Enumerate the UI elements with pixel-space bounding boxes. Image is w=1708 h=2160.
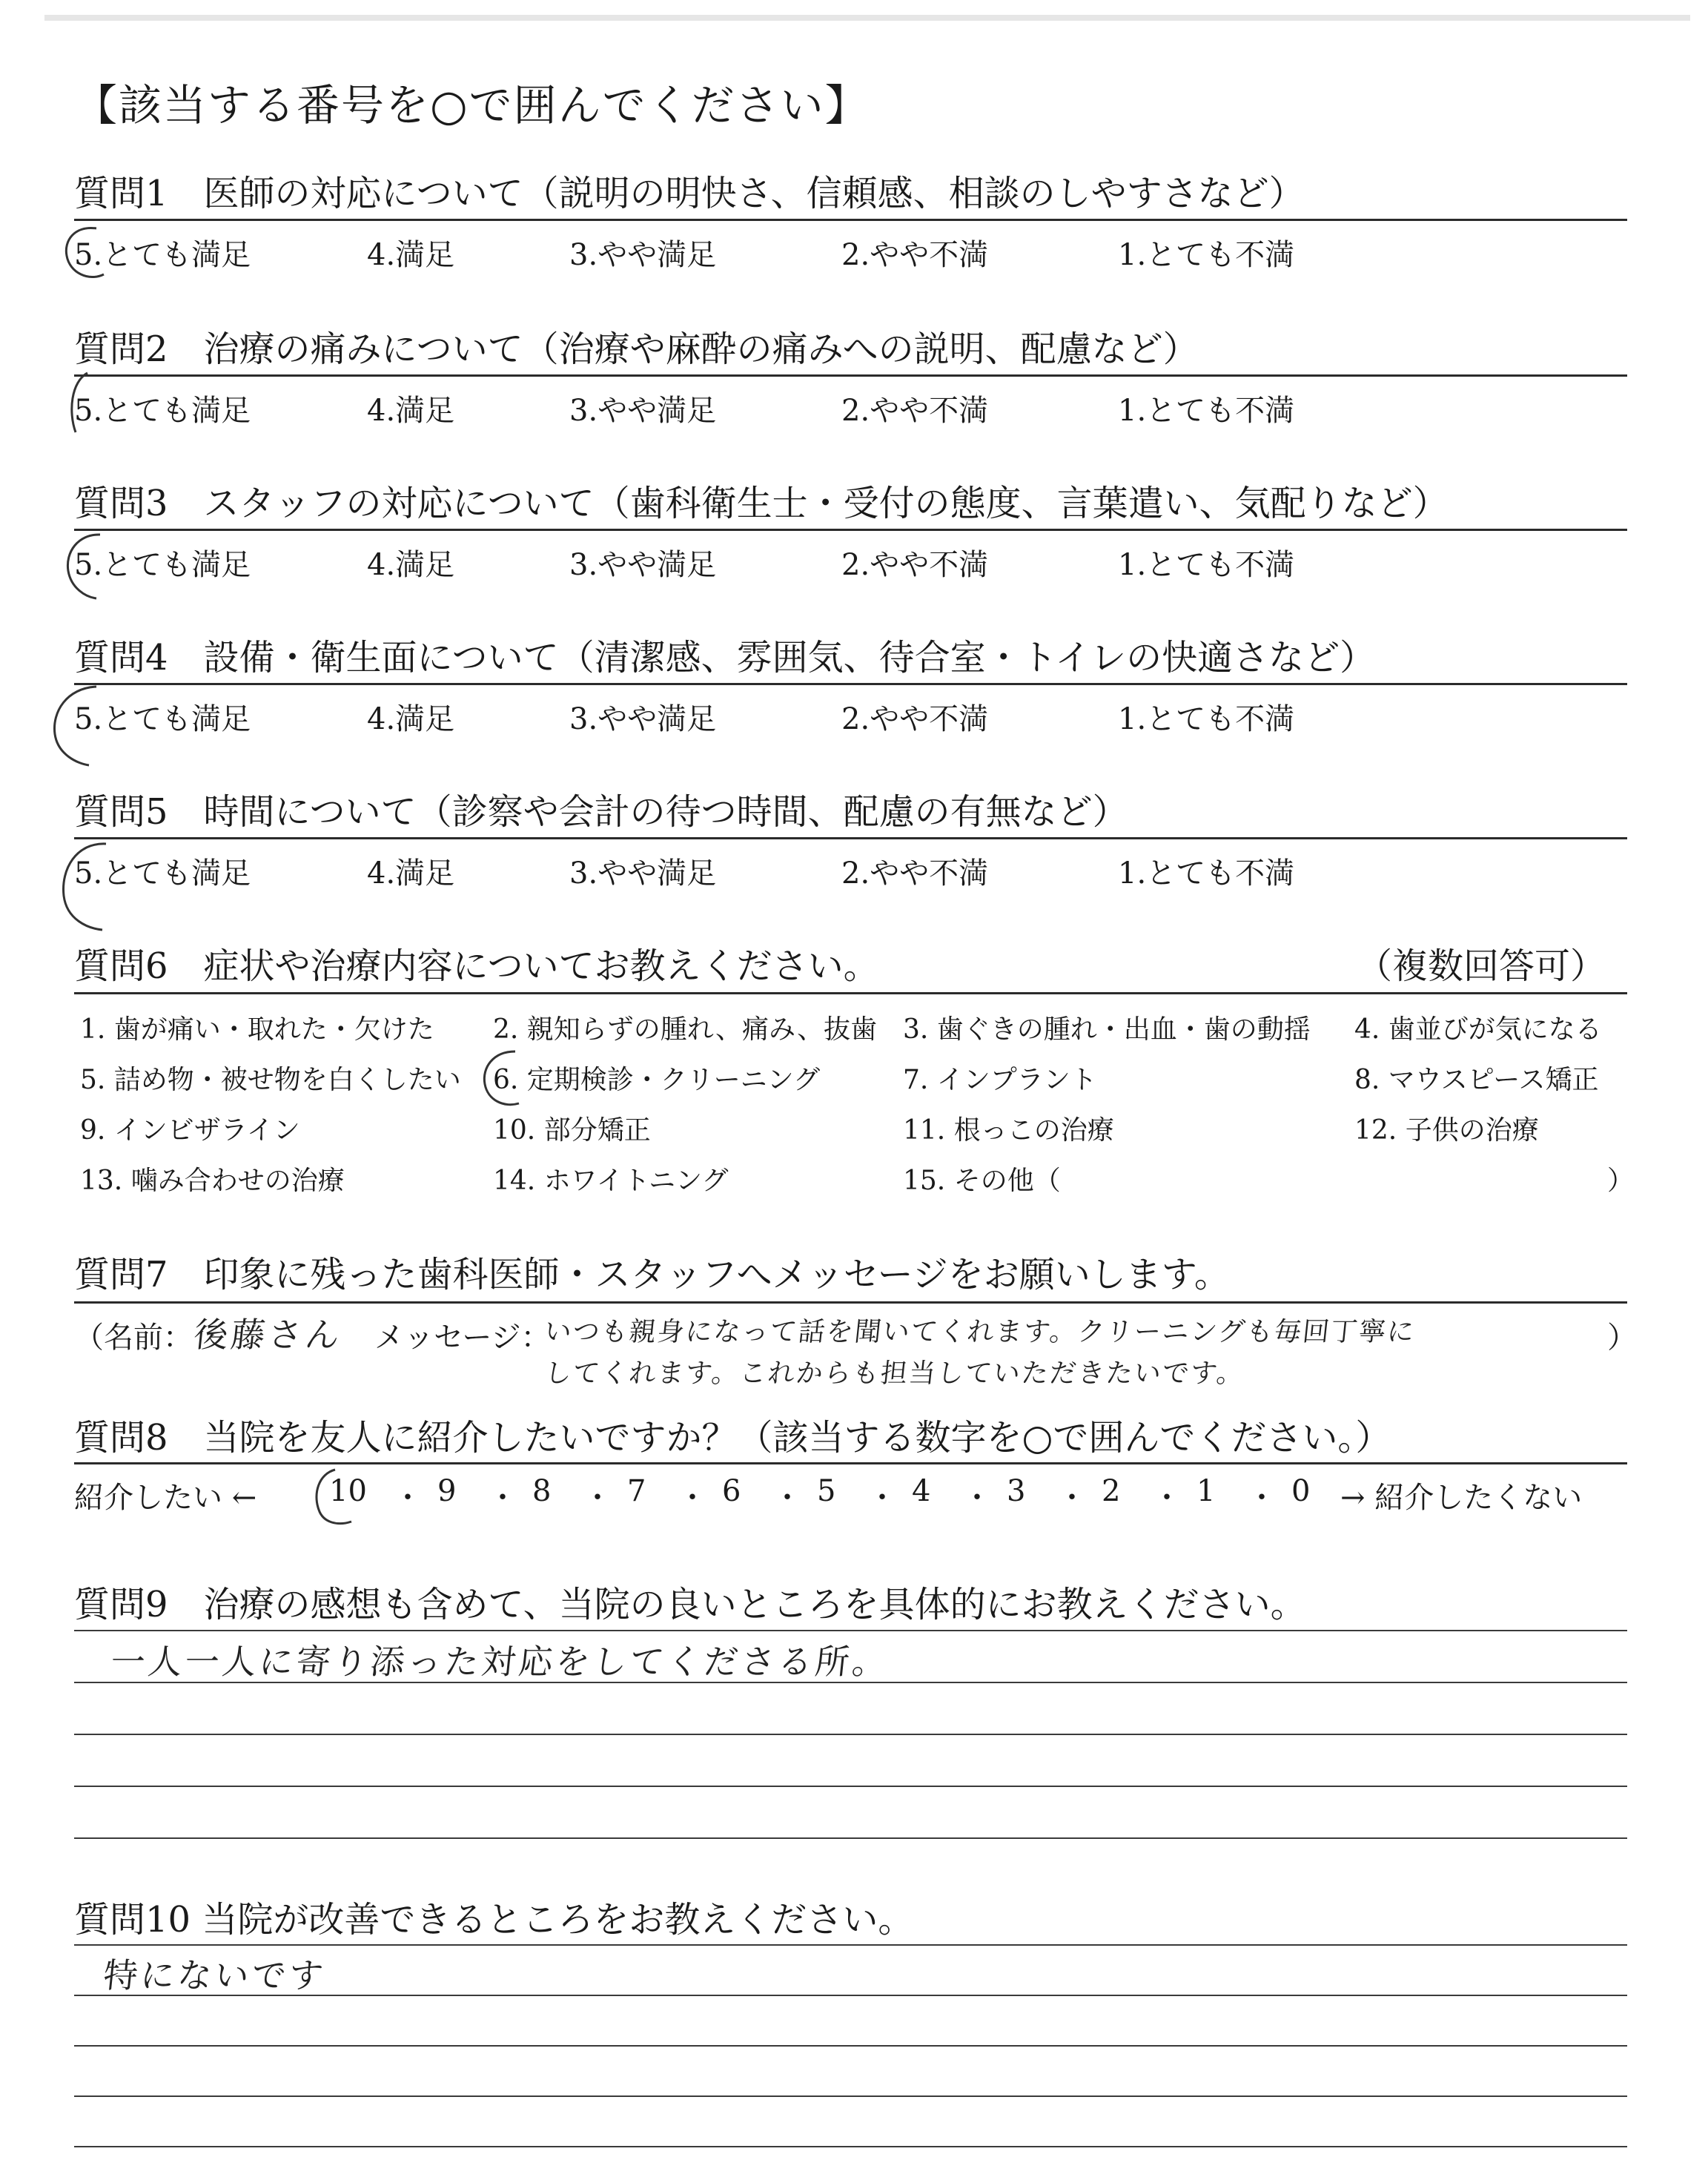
question-9-title: 質問9 治療の感想も含めて、当院の良いところを具体的にお教えください。: [74, 1584, 1306, 1625]
q3-option-2[interactable]: 2.やや不満: [841, 548, 989, 582]
question-4-rule: [74, 683, 1627, 685]
question-10-title: 質問10 当院が改善できるところをお教えください。: [74, 1899, 914, 1941]
q6-circle-mark: [474, 1047, 541, 1114]
q8-scale-8[interactable]: 8: [532, 1474, 552, 1508]
q5-option-2[interactable]: 2.やや不満: [841, 856, 989, 891]
question-6-title: 質問6 症状や治療内容についてお教えください。: [74, 945, 879, 987]
q5-option-1[interactable]: 1.とても不満: [1118, 856, 1295, 891]
q10-line-3: [74, 2045, 1627, 2047]
question-5-title: 質問5 時間について（診察や会計の待つ時間、配慮の有無など）: [74, 791, 1128, 833]
q6-option-7[interactable]: 7. インプラント: [903, 1065, 1097, 1095]
q8-scale-sep: ・: [1247, 1481, 1277, 1515]
q9-line-1: [74, 1630, 1627, 1631]
q7-close-paren: ）: [1607, 1321, 1637, 1355]
q9-line-3: [74, 1734, 1627, 1735]
question-2-title: 質問2 治療の痛みについて（治療や麻酔の痛みへの説明、配慮など）: [74, 328, 1199, 370]
question-5-rule: [74, 837, 1627, 839]
q2-option-3[interactable]: 3.やや満足: [569, 394, 717, 428]
q4-circle-mark: [44, 682, 119, 771]
q9-line-5: [74, 1837, 1627, 1839]
q8-circle-mark: [305, 1464, 380, 1530]
q9-line-2: [74, 1682, 1627, 1683]
q4-option-4[interactable]: 4.満足: [367, 702, 455, 736]
question-4-title: 質問4 設備・衛生面について（清潔感、雰囲気、待合室・トイレの快適さなど）: [74, 637, 1376, 678]
q6-option-5[interactable]: 5. 詰め物・被せ物を白くしたい: [80, 1065, 461, 1095]
q8-scale-2[interactable]: 2: [1102, 1474, 1121, 1508]
question-2-rule: [74, 374, 1627, 377]
q2-option-5[interactable]: 5.とても満足: [74, 394, 251, 428]
q3-option-3[interactable]: 3.やや満足: [569, 548, 717, 582]
scan-top-edge: [44, 15, 1690, 21]
question-7-rule: [74, 1301, 1627, 1304]
q7-name-answer[interactable]: 後藤さん: [191, 1315, 345, 1355]
q6-option-11[interactable]: 11. 根っこの治療: [903, 1115, 1114, 1146]
q8-scale-9[interactable]: 9: [437, 1474, 457, 1508]
q6-option-6[interactable]: 6. 定期検診・クリーニング: [493, 1065, 821, 1095]
q2-option-2[interactable]: 2.やや不満: [841, 394, 989, 428]
q8-scale-sep: ・: [962, 1481, 992, 1515]
q6-option-12[interactable]: 12. 子供の治療: [1354, 1115, 1539, 1146]
q10-line-1: [74, 1944, 1627, 1946]
q7-message-label: メッセージ：: [374, 1321, 551, 1355]
q8-scale-0[interactable]: 0: [1291, 1474, 1311, 1508]
q6-option-4[interactable]: 4. 歯並びが気になる: [1354, 1014, 1602, 1045]
q4-option-5[interactable]: 5.とても満足: [74, 702, 251, 736]
q4-option-3[interactable]: 3.やや満足: [569, 702, 717, 736]
q3-option-1[interactable]: 1.とても不満: [1118, 548, 1295, 582]
q8-scale-5[interactable]: 5: [817, 1474, 836, 1508]
q9-answer[interactable]: 一人一人に寄り添った対応をしてくださる所。: [108, 1642, 892, 1682]
q1-circle-mark: [59, 222, 119, 289]
q6-option-3[interactable]: 3. 歯ぐきの腫れ・出血・歯の動揺: [903, 1014, 1311, 1045]
q2-option-1[interactable]: 1.とても不満: [1118, 394, 1295, 428]
q8-scale-6[interactable]: 6: [722, 1474, 741, 1508]
q8-scale-sep: ・: [1152, 1481, 1182, 1515]
q1-option-5[interactable]: 5.とても満足: [74, 238, 251, 272]
q6-option-9[interactable]: 9. インビザライン: [80, 1115, 300, 1146]
q8-scale-sep: ・: [867, 1481, 897, 1515]
q6-option-15[interactable]: 15. その他（: [903, 1166, 1061, 1196]
q8-scale-sep: ・: [583, 1481, 612, 1515]
q8-scale-sep: ・: [488, 1481, 517, 1515]
q7-message-line-2[interactable]: してくれます。これからも担当していただきたいです。: [543, 1358, 1247, 1389]
q4-option-1[interactable]: 1.とても不満: [1118, 702, 1295, 736]
q6-option-1[interactable]: 1. 歯が痛い・取れた・欠けた: [80, 1014, 434, 1045]
q5-option-5[interactable]: 5.とても満足: [74, 856, 251, 891]
q6-option-13[interactable]: 13. 噛み合わせの治療: [80, 1166, 345, 1196]
q6-option-14[interactable]: 14. ホワイトニング: [493, 1166, 729, 1196]
question-8-title: 質問8 当院を友人に紹介したいですか？（該当する数字を○で囲んでください。）: [74, 1417, 1391, 1459]
q8-scale-sep: ・: [1057, 1481, 1087, 1515]
page-heading: 【該当する番号を○で囲んでください】: [74, 80, 870, 131]
q10-line-4: [74, 2095, 1627, 2097]
question-1-rule: [74, 219, 1627, 221]
q6-option-10[interactable]: 10. 部分矯正: [493, 1115, 651, 1146]
q1-option-2[interactable]: 2.やや不満: [841, 238, 989, 272]
q2-option-4[interactable]: 4.満足: [367, 394, 455, 428]
q8-scale-sep: ・: [393, 1481, 423, 1515]
q10-line-5: [74, 2146, 1627, 2147]
q8-scale-sep: ・: [772, 1481, 802, 1515]
q2-circle-mark: [58, 367, 117, 441]
q5-circle-mark: [50, 839, 125, 936]
q8-scale-7[interactable]: 7: [627, 1474, 646, 1508]
q8-scale-3[interactable]: 3: [1007, 1474, 1026, 1508]
question-3-title: 質問3 スタッフの対応について（歯科衛生士・受付の態度、言葉遣い、気配りなど）: [74, 483, 1449, 524]
q9-line-4: [74, 1786, 1627, 1787]
q10-line-2: [74, 1995, 1627, 1996]
q3-circle-mark: [59, 530, 119, 604]
q7-message-line-1[interactable]: いつも親身になって話を聞いてくれます。クリーニングも毎回丁寧に: [543, 1317, 1417, 1347]
question-6-rule: [74, 992, 1627, 994]
q1-option-4[interactable]: 4.満足: [367, 238, 455, 272]
q5-option-3[interactable]: 3.やや満足: [569, 856, 717, 891]
q4-option-2[interactable]: 2.やや不満: [841, 702, 989, 736]
q8-scale-sep: ・: [678, 1481, 707, 1515]
question-7-title: 質問7 印象に残った歯科医師・スタッフへメッセージをお願いします。: [74, 1254, 1230, 1295]
question-1-title: 質問1 医師の対応について（説明の明快さ、信頼感、相談のしやすさなど）: [74, 173, 1305, 214]
q3-option-5[interactable]: 5.とても満足: [74, 548, 251, 582]
q5-option-4[interactable]: 4.満足: [367, 856, 455, 891]
q8-scale-4[interactable]: 4: [912, 1474, 931, 1508]
q8-right-label: → 紹介したくない: [1340, 1481, 1583, 1515]
q6-option-8[interactable]: 8. マウスピース矯正: [1354, 1065, 1599, 1095]
q8-left-label: 紹介したい ←: [74, 1481, 257, 1515]
question-3-rule: [74, 529, 1627, 531]
q10-answer[interactable]: 特にないです: [101, 1955, 328, 1995]
question-6-note: （複数回答可）: [1357, 945, 1606, 987]
q3-option-4[interactable]: 4.満足: [367, 548, 455, 582]
q1-option-1[interactable]: 1.とても不満: [1118, 238, 1295, 272]
q7-name-label: （名前：: [74, 1321, 193, 1355]
q6-option-2[interactable]: 2. 親知らずの腫れ、痛み、抜歯: [493, 1014, 878, 1045]
q1-option-3[interactable]: 3.やや満足: [569, 238, 717, 272]
q6-option-15-close: ）: [1607, 1166, 1635, 1196]
q8-scale-10[interactable]: 10: [329, 1474, 367, 1508]
q8-scale-1[interactable]: 1: [1196, 1474, 1216, 1508]
